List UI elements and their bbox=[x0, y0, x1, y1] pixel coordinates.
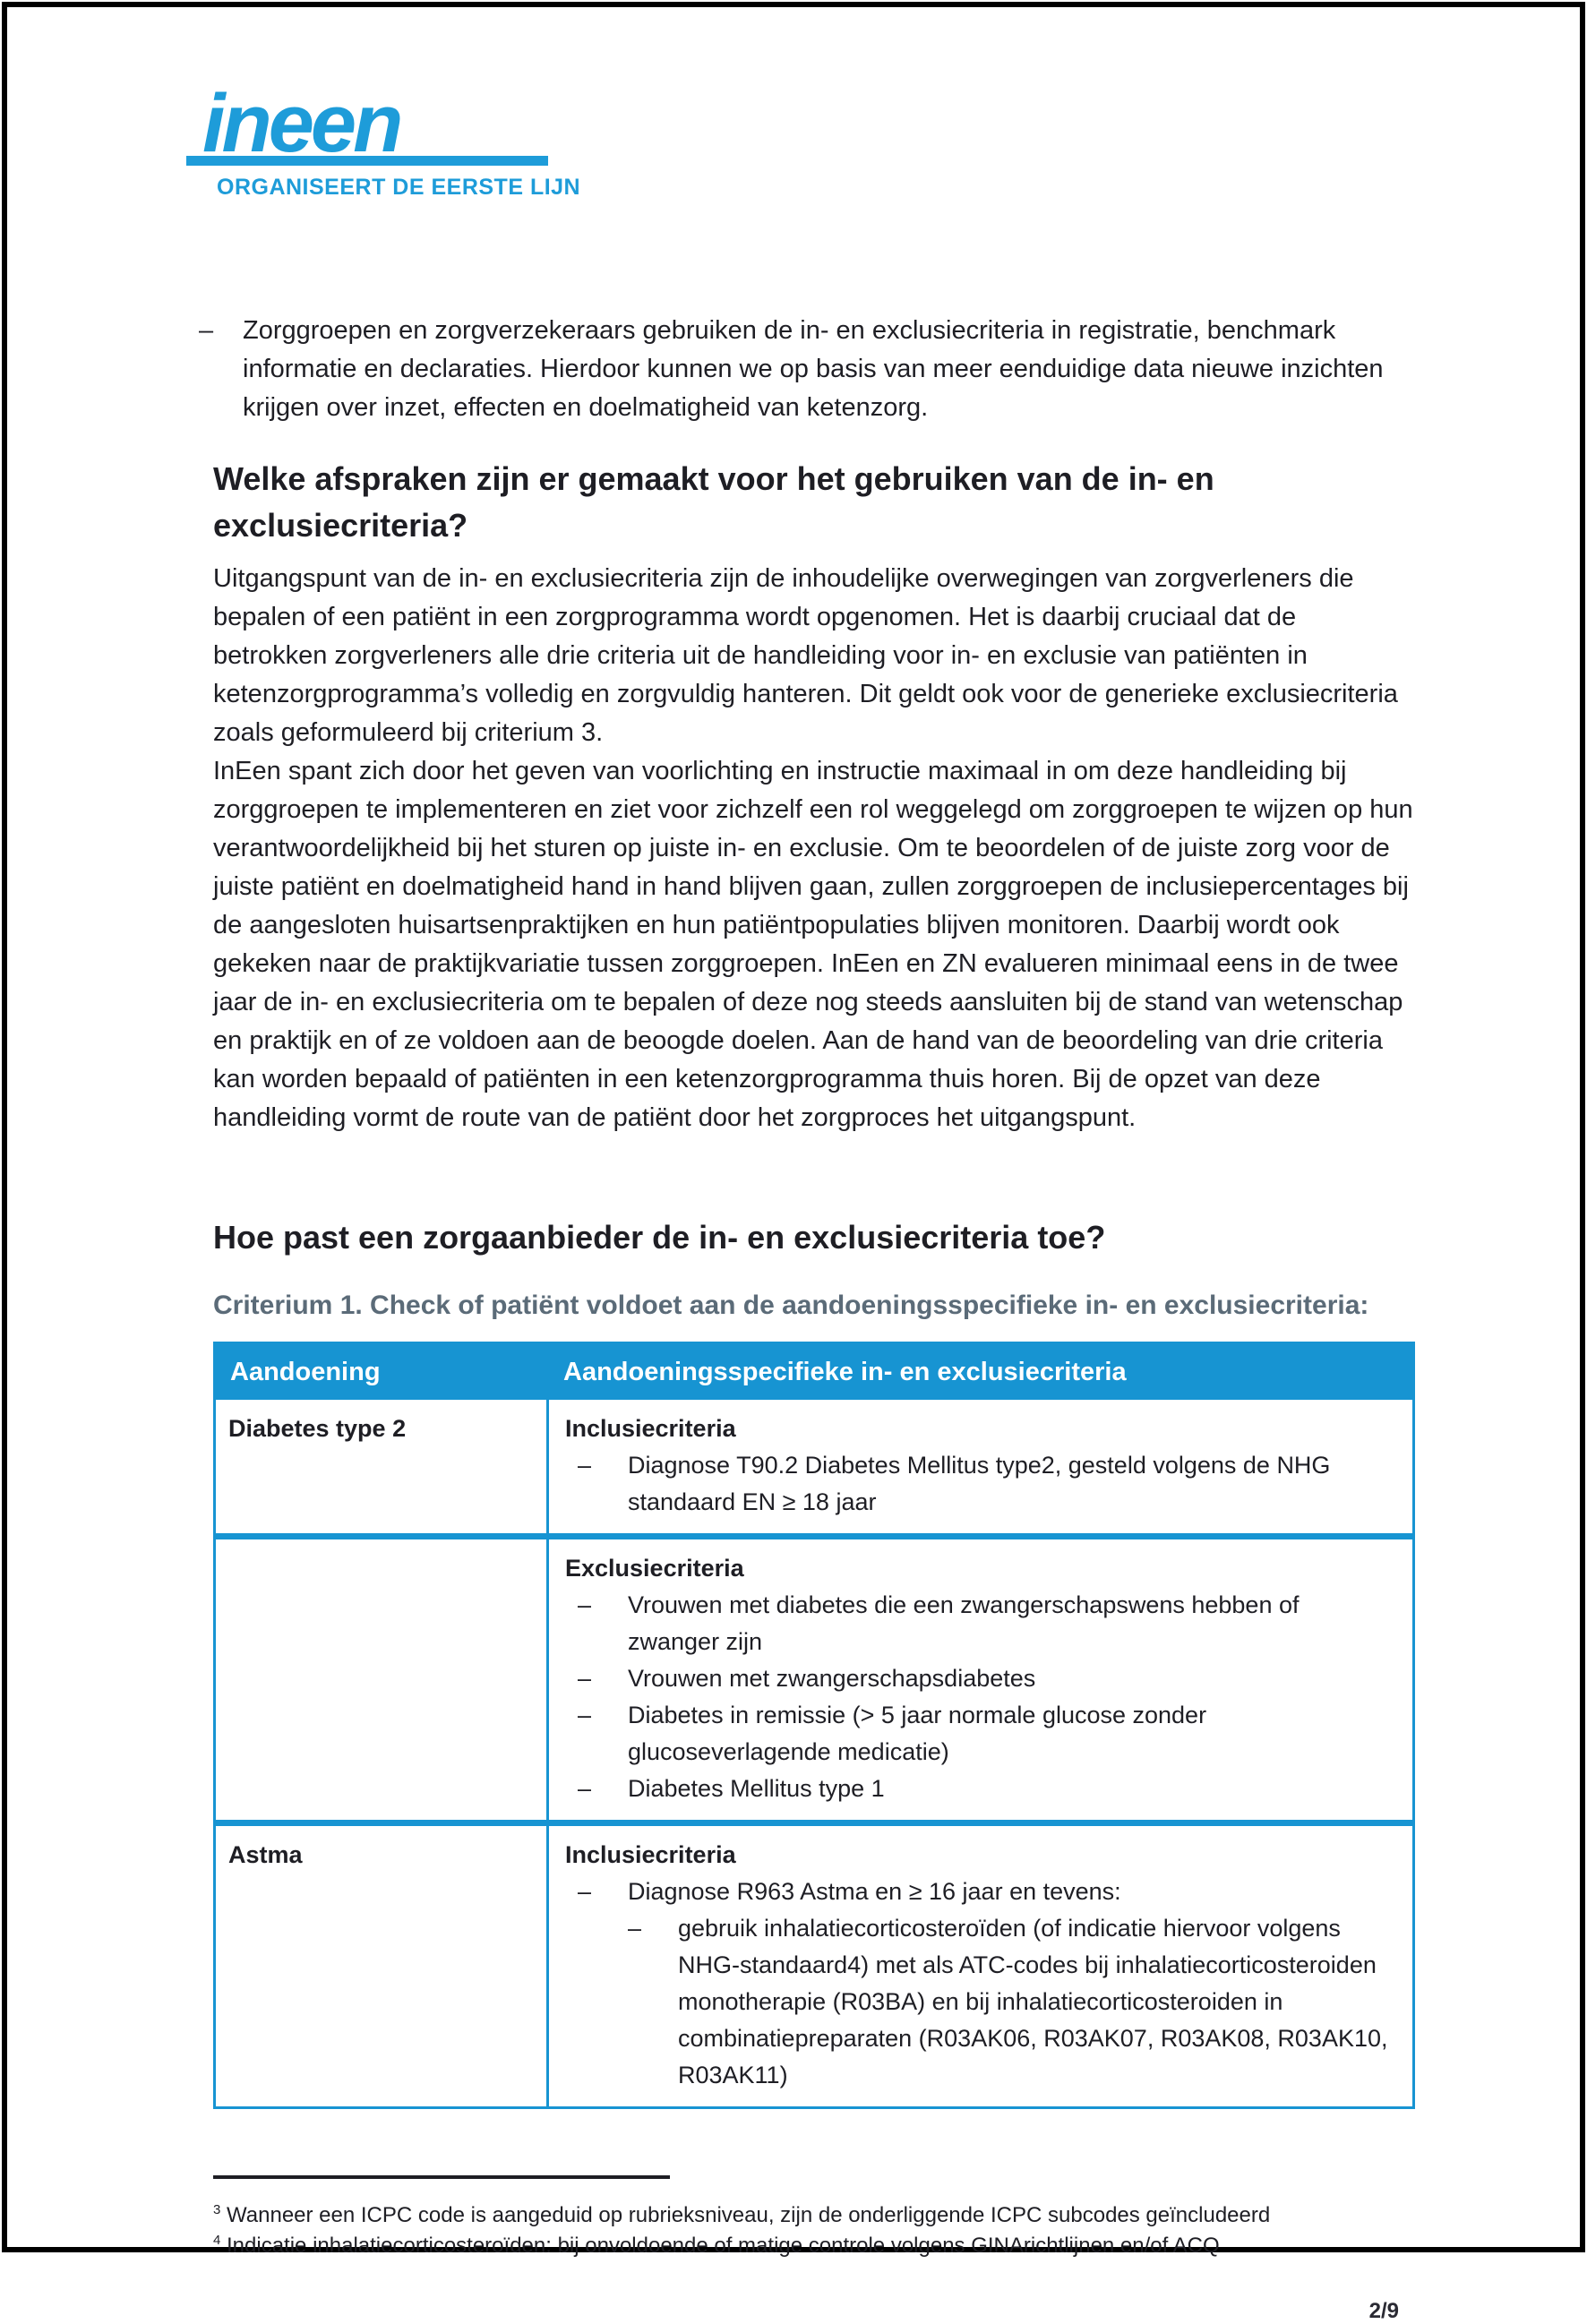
bullet-dash: – bbox=[199, 316, 214, 345]
cell-aandoening: Diabetes type 2 bbox=[216, 1400, 549, 1533]
paragraph: InEen spant zich door het geven van voorlichting en instructie maximaal in om deze handleiding bij zorggroepen te implementeren en ziet voor zichzelf een rol weggelegd om zorggroepen te wijzen op hun verantwoordelijkheid bij het sturen op juiste in- en exclusie. Om te beoordelen of de juiste zorg voor de juiste patiënt en doelmatigheid hand in hand blijven gaan, zullen zorggroepen de inclusiepercentages bij de aangesloten huisartsenpraktijken en hun patiëntpopulaties blijven monitoren. Daarbij wordt ook gekeken naar de praktijkvariatie tussen zorggroepen. InEen en ZN evalueren minimaal eens in de twee jaar de in- en exclusiecriteria om te bepalen of deze nog steeds aansluiten bij de stand van wetenschap en praktijk en of ze voldoen aan de beoogde doelen. Aan de hand van de beoordeling van drie criteria kan worden bepaald of patiënten in een ketenzorgprogramma thuis horen. Bij de opzet van deze handleiding vormt de route van de patiënt door het zorgproces het uitgangspunt. bbox=[213, 757, 1413, 1132]
criteria-item bbox=[565, 1587, 1396, 1660]
criteria-item bbox=[565, 1660, 1396, 1697]
criteria-table bbox=[213, 1342, 1415, 2109]
column-header-criteria: Aandoeningsspecifieke in- en exclusiecriteria bbox=[563, 1357, 1127, 1386]
criteria-item-text: Diabetes in remissie (> 5 jaar normale glucose zonder glucoseverlagende medicatie) bbox=[628, 1702, 1207, 1765]
footnote bbox=[213, 2200, 1415, 2231]
table-caption-criterium-1: Criterium 1. Check of patiënt voldoet aan de aandoeningsspecifieke in- en exclusiecriteria: bbox=[213, 1291, 1369, 1320]
bullet-dash: – bbox=[628, 1915, 642, 1942]
criteria-item-text: Vrouwen met zwangerschapsdiabetes bbox=[628, 1665, 1036, 1692]
bullet-dash: – bbox=[578, 1775, 592, 1802]
logo-tagline: ORGANISEERT DE EERSTE LIJN bbox=[217, 175, 581, 200]
bullet-dash: – bbox=[578, 1878, 592, 1905]
criteria-block-title: Inclusiecriteria bbox=[565, 1415, 736, 1442]
bullet-dash: – bbox=[578, 1452, 592, 1479]
footnote-text: Indicatie inhalatiecorticosteroïden: bij onvoldoende of matige controle volgens GINArichtlijnen en/of ACQ bbox=[227, 2234, 1220, 2258]
criteria-item-text: Diagnose R963 Astma en ≥ 16 jaar en tevens: bbox=[628, 1878, 1121, 1905]
ineen-wordmark: ineen bbox=[202, 78, 400, 169]
cell-aandoening bbox=[216, 1539, 549, 1820]
criteria-item bbox=[565, 1697, 1396, 1771]
footnote-marker: 4 bbox=[213, 2233, 221, 2248]
footnote-text: Wanneer een ICPC code is aangeduid op rubrieksniveau, zijn de onderliggende ICPC subcodes geïncludeerd bbox=[227, 2203, 1271, 2227]
criteria-subitem-text: gebruik inhalatiecorticosteroïden (of indicatie hiervoor volgens NHG-standaard4) met als ATC-codes bij inhalatiecorticosteroiden monotherapie (R03BA) en bij inhalatiecorticosteroiden in combinatiepreparaten (R03AK06, R03AK07, R03AK08, R03AK10, R03AK11) bbox=[678, 1915, 1388, 2088]
section-afspraken-text bbox=[213, 560, 1415, 1137]
page-number: 2/9 bbox=[1368, 2299, 1399, 2323]
footnotes bbox=[213, 2200, 1415, 2261]
criteria-item bbox=[565, 1771, 1396, 1807]
table-row bbox=[216, 1533, 1412, 1820]
section-heading-afspraken: Welke afspraken zijn er gemaakt voor het gebruiken van de in- en exclusiecriteria? bbox=[213, 460, 1214, 544]
table-row bbox=[216, 1400, 1412, 1533]
cell-criteria bbox=[549, 1539, 1412, 1820]
section-heading-toepassen: Hoe past een zorgaanbieder de in- en exclusiecriteria toe? bbox=[213, 1219, 1106, 1256]
cell-aandoening: Astma bbox=[216, 1826, 549, 2106]
criteria-table-header-row bbox=[216, 1344, 1412, 1400]
criteria-block-title: Exclusiecriteria bbox=[565, 1555, 744, 1582]
bullet-dash: – bbox=[578, 1702, 592, 1728]
document-body bbox=[199, 0, 1415, 2324]
cell-criteria bbox=[549, 1826, 1412, 2106]
footnote-marker: 3 bbox=[213, 2202, 221, 2217]
criteria-subitem bbox=[615, 1910, 1396, 2094]
column-header-aandoening: Aandoening bbox=[230, 1357, 381, 1386]
criteria-item bbox=[565, 1447, 1396, 1521]
cell-criteria bbox=[549, 1400, 1412, 1533]
paragraph: Uitgangspunt van de in- en exclusiecriteria zijn de inhoudelijke overwegingen van zorgverleners die bepalen of een patiënt in een zorgprogramma wordt opgenomen. Het is daarbij cruciaal dat de betrokken zorgverleners alle drie criteria uit de handleiding voor in- en exclusie van patiënten in ketenzorgprogramma’s volledig en zorgvuldig hanteren. Dit geldt ook voor de generieke exclusiecriteria zoals geformuleerd bij criterium 3. bbox=[213, 564, 1398, 747]
intro-bullet-item bbox=[199, 312, 1415, 427]
table-row bbox=[216, 1820, 1412, 2106]
footnote bbox=[213, 2231, 1415, 2261]
criteria-block-title: Inclusiecriteria bbox=[565, 1841, 736, 1868]
criteria-item-text: Diabetes Mellitus type 1 bbox=[628, 1775, 885, 1802]
bullet-dash: – bbox=[578, 1591, 592, 1618]
bullet-dash: – bbox=[578, 1665, 592, 1692]
criteria-item-text: Vrouwen met diabetes die een zwangerschapswens hebben of zwanger zijn bbox=[628, 1591, 1300, 1655]
criteria-item bbox=[565, 1874, 1396, 1910]
criteria-item-text: Diagnose T90.2 Diabetes Mellitus type2, gesteld volgens de NHG standaard EN ≥ 18 jaar bbox=[628, 1452, 1331, 1515]
intro-bullet-text: Zorggroepen en zorgverzekeraars gebruiken de in- en exclusiecriteria in registratie, benchmark informatie en declaraties. Hierdoor kunnen we op basis van meer eenduidige data nieuwe inzichten krijgen over inzet, effecten en doelmatigheid van ketenzorg. bbox=[243, 316, 1384, 422]
footnote-separator bbox=[213, 2175, 670, 2179]
